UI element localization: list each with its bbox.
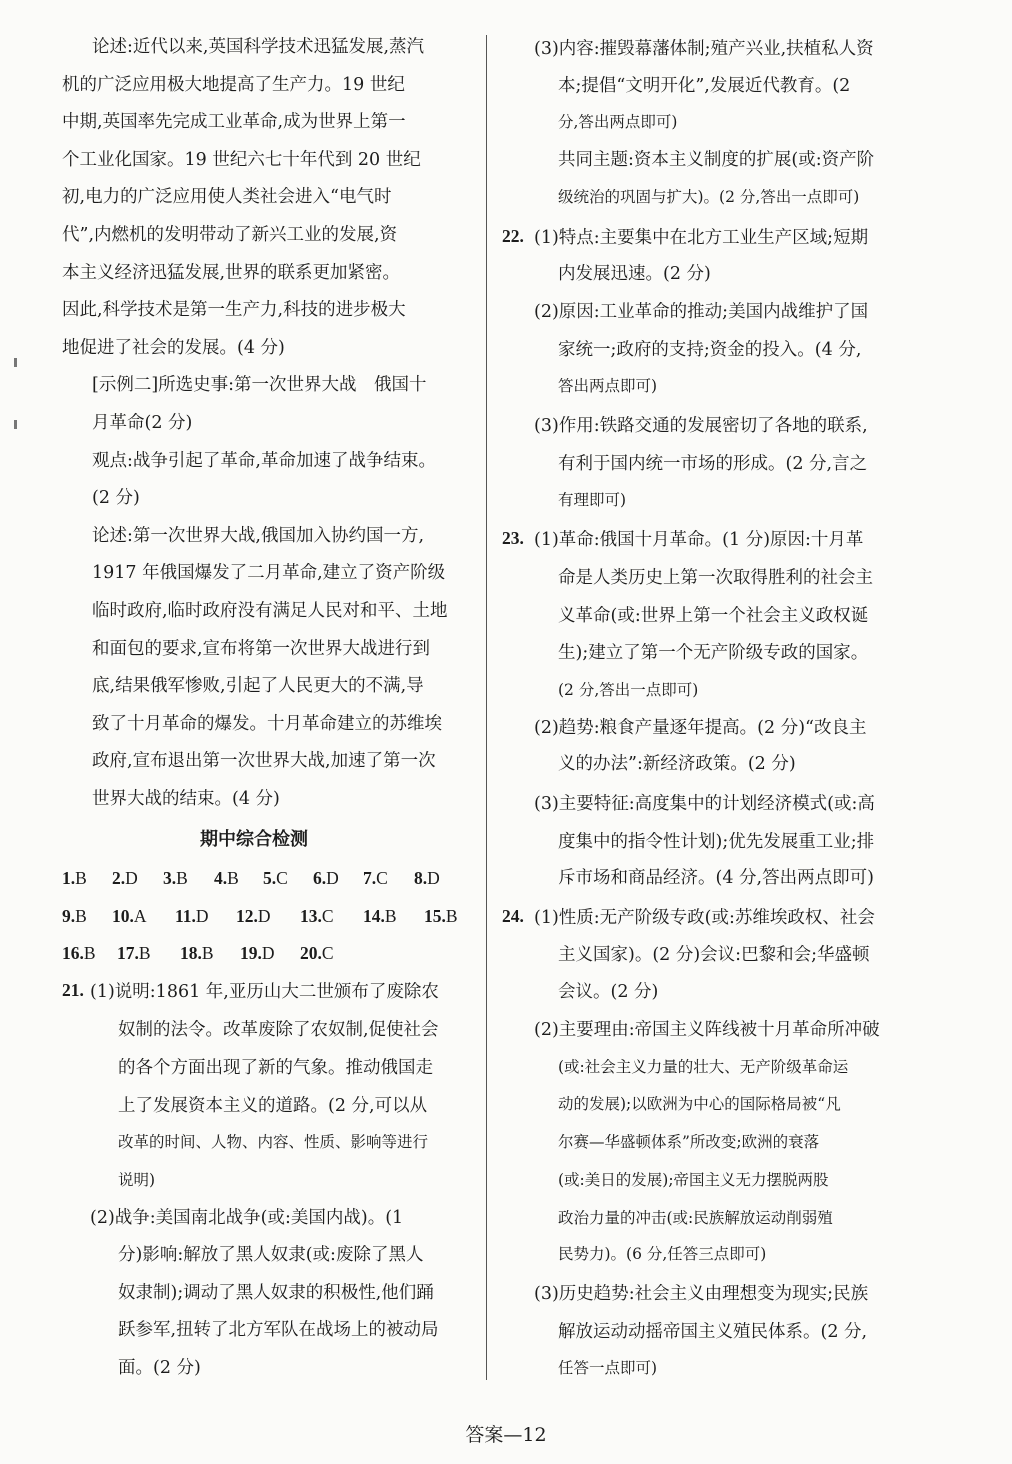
answer-text-line: 尔赛—华盛顿体系”所改变;欧洲的衰落 (558, 1133, 820, 1151)
answer-text-line: 1917 年俄国爆发了二月革命,建立了资产阶级 (92, 563, 446, 584)
question-number: 22. (502, 226, 524, 246)
section-title: 期中综合检测 (200, 829, 308, 850)
answer-text-line: 因此,科学技术是第一生产力,科技的进步极大 (62, 300, 406, 321)
answer-text-line: 临时政府,临时政府没有满足人民对和平、土地 (92, 601, 448, 621)
answer-text-line: 本主义经济迅猛发展,世界的联系更加紧密。 (62, 262, 401, 283)
answer-text-line: 世界大战的结束。(4 分) (92, 789, 280, 809)
answer-text-line: (或:美日的发展);帝国主义无力摆脱两股 (558, 1171, 829, 1189)
answer-text-line: (1)革命:俄国十月革命。(1 分)原因:十月革 (534, 530, 864, 550)
answer-text-line: (3)历史趋势:社会主义由理想变为现实;民族 (534, 1284, 869, 1304)
answer-text-line: (3)内容:摧毁幕藩体制;殖产兴业,扶植私人资 (534, 39, 874, 59)
answer-text-line: 说明) (118, 1171, 156, 1189)
mc-answer: 7.C (363, 868, 388, 888)
mc-answer: 12.D (236, 906, 271, 926)
answer-text-line: (2)战争:美国南北战争(或:美国内战)。(1 (90, 1208, 404, 1228)
answer-text-line: (2)原因:工业革命的推动;美国内战维护了国 (534, 302, 869, 322)
answer-text-line: 中期,英国率先完成工业革命,成为世界上第一 (62, 112, 406, 133)
answer-text-line: 义革命(或:世界上第一个社会主义政权诞 (558, 606, 869, 626)
answer-text-line: (2 分,答出一点即可) (558, 681, 699, 699)
mc-answer: 13.C (300, 906, 334, 926)
margin-mark (14, 420, 17, 429)
mc-answer: 9.B (62, 906, 87, 926)
question-number: 23. (502, 528, 524, 548)
answer-text-line: 底,结果俄军惨败,引起了人民更大的不满,导 (92, 676, 424, 697)
page-number: 答案—12 (465, 1424, 547, 1446)
answer-text-line: (1)特点:主要集中在北方工业生产区域;短期 (534, 228, 869, 248)
answer-text-line: 改革的时间、人物、内容、性质、影响等进行 (118, 1133, 429, 1151)
mc-answer: 10.A (112, 906, 147, 926)
mc-answer: 15.B (424, 906, 458, 926)
mc-answer: 14.B (363, 906, 397, 926)
mc-answer: 1.B (62, 868, 87, 888)
mc-answer: 18.B (180, 943, 214, 963)
answer-text-line: 共同主题:资本主义制度的扩展(或:资产阶 (558, 150, 875, 170)
answer-text-line: 度集中的指令性计划);优先发展重工业;排 (558, 832, 875, 852)
answer-text-line: 级统治的巩固与扩大)。(2 分,答出一点即可) (558, 188, 860, 206)
answer-text-line: 论述:近代以来,英国科学技术迅猛发展,蒸汽 (92, 37, 425, 57)
mc-answer: 19.D (240, 943, 275, 963)
answer-text-line: 有利于国内统一市场的形成。(2 分,言之 (558, 454, 868, 474)
answer-text-line: 命是人类历史上第一次取得胜利的社会主 (558, 568, 873, 588)
answer-text-line: 家统一;政府的支持;资金的投入。(4 分, (558, 340, 862, 360)
mc-answer: 5.C (263, 868, 288, 888)
mc-answer: 17.B (117, 943, 151, 963)
answer-text-line: 答出两点即可) (558, 377, 658, 395)
mc-answer: 2.D (112, 868, 138, 888)
answer-text-line: 个工业化国家。19 世纪六七十年代到 20 世纪 (62, 149, 421, 170)
mc-answer: 11.D (175, 906, 209, 926)
answer-text-line: 地促进了社会的发展。(4 分) (62, 337, 285, 358)
answer-text-line: 的各个方面出现了新的气象。推动俄国走 (118, 1058, 433, 1078)
answer-text-line: 奴制的法令。改革废除了农奴制,促使社会 (118, 1020, 439, 1040)
answer-text-line: 跃参军,扭转了北方军队在战场上的被动局 (118, 1320, 439, 1340)
answer-text-line: 分)影响:解放了黑人奴隶(或:废除了黑人 (118, 1245, 424, 1265)
mc-answer: 6.D (313, 868, 339, 888)
answer-text-line: 义的办法”:新经济政策。(2 分) (558, 754, 796, 774)
answer-text-line: 和面包的要求,宣布将第一次世界大战进行到 (92, 638, 431, 659)
mc-answer: 4.B (214, 868, 239, 888)
answer-text-line: 任答一点即可) (558, 1359, 658, 1377)
answer-text-line: 月革命(2 分) (92, 413, 193, 433)
answer-text-line: 分,答出两点即可) (558, 113, 678, 131)
answer-text-line: (3)作用:铁路交通的发展密切了各地的联系, (534, 416, 868, 436)
answer-text-line: 机的广泛应用极大地提高了生产力。19 世纪 (62, 74, 405, 95)
answer-text-line: 会议。(2 分) (558, 982, 659, 1002)
answer-text-line: 政治力量的冲击(或:民族解放运动削弱殖 (558, 1209, 833, 1227)
margin-mark (14, 358, 17, 367)
answer-text-line: 内发展迅速。(2 分) (558, 264, 711, 284)
mc-answer: 3.B (163, 868, 188, 888)
answer-text-line: 动的发展);以欧洲为中心的国际格局被“凡 (558, 1095, 841, 1113)
answer-text-line: 斥市场和商品经济。(4 分,答出两点即可) (558, 868, 874, 888)
answer-text-line: 本;提倡“文明开化”,发展近代教育。(2 (558, 76, 851, 96)
question-number: 21. (62, 980, 84, 1000)
answer-text-line: 面。(2 分) (118, 1358, 201, 1378)
column-divider (486, 35, 487, 1380)
answer-text-line: 初,电力的广泛应用使人类社会进入“电气时 (62, 187, 392, 208)
answer-text-line: (2)主要理由:帝国主义阵线被十月革命所冲破 (534, 1020, 880, 1040)
answer-text-line: 民势力)。(6 分,任答三点即可) (558, 1245, 767, 1263)
answer-text-line: 有理即可) (558, 491, 627, 509)
answer-text-line: (3)主要特征:高度集中的计划经济模式(或:高 (534, 794, 875, 814)
answer-text-line: 观点:战争引起了革命,革命加速了战争结束。 (92, 450, 436, 471)
mc-answer: 16.B (62, 943, 96, 963)
answer-text-line: 主义国家)。(2 分)会议:巴黎和会;华盛顿 (558, 945, 870, 965)
answer-text-line: 政府,宣布退出第一次世界大战,加速了第一次 (92, 751, 436, 772)
answer-text-line: 致了十月革命的爆发。十月革命建立的苏维埃 (92, 713, 442, 734)
mc-answer: 8.D (414, 868, 440, 888)
answer-text-line: 论述:第一次世界大战,俄国加入协约国一方, (92, 525, 425, 546)
answer-text-line: 生);建立了第一个无产阶级专政的国家。 (558, 643, 869, 663)
answer-text-line: 上了发展资本主义的道路。(2 分,可以从 (118, 1096, 428, 1116)
answer-text-line: (1)说明:1861 年,亚历山大二世颁布了废除农 (90, 982, 439, 1002)
question-number: 24. (502, 906, 524, 926)
answer-text-line: 奴隶制);调动了黑人奴隶的积极性,他们踊 (118, 1283, 434, 1303)
answer-text-line: 代”,内燃机的发明带动了新兴工业的发展,资 (62, 225, 398, 245)
answer-text-line: [示例二]所选史事:第一次世界大战 俄国十 (92, 375, 427, 396)
answer-text-line: (2 分) (92, 488, 140, 509)
answer-text-line: (或:社会主义力量的壮大、无产阶级革命运 (558, 1058, 849, 1076)
answer-text-line: 解放运动动摇帝国主义殖民体系。(2 分, (558, 1322, 868, 1342)
answer-text-line: (2)趋势:粮食产量逐年提高。(2 分)“改良主 (534, 718, 867, 738)
answer-text-line: (1)性质:无产阶级专政(或:苏维埃政权、社会 (534, 908, 875, 928)
mc-answer: 20.C (300, 943, 334, 963)
